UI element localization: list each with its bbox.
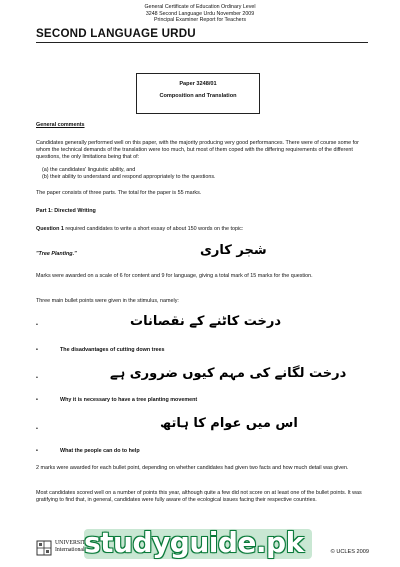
university-crest-icon [36,540,52,556]
part-1-heading: Part 1: Directed Writing [36,208,96,214]
question-1-line [36,226,366,233]
paper-name: Composition and Translation [159,93,237,99]
paper-number: Paper 3248/01 [179,81,217,87]
report-header [0,4,400,24]
paragraph-3: Marks were awarded on a scale of 6 for content and 9 for language, giving a total mark of 15 marks for the question. [36,273,313,279]
watermark-logo: studyguide.pk [84,526,304,559]
paper-box [136,73,260,114]
question-1-label: Question 1 [36,226,64,232]
bullet-3-english [36,448,390,455]
topic-urdu: شجر کاری [200,243,267,258]
bullet-2-english [36,397,390,404]
paragraph-1: Candidates generally performed well on this paper, with the majority producing very good performances. There were of course some for whom the technical demands of the translation were too much, but most of them coped with the differing requirements of the different questions, the only limitations being that of: [36,140,359,160]
bullet-3-urdu: اس میں عوام کا ہاتھ [160,416,298,431]
general-comments-heading: General comments [36,122,85,128]
paragraph-2: The paper consists of three parts. The total for the paper is 55 marks. [36,190,202,196]
page-title: SECOND LANGUAGE URDU [36,27,196,40]
title-rule [36,42,368,43]
topic-english: "Tree Planting." [36,251,77,257]
paragraph-4: Three main bullet points were given in the stimulus, namely: [36,298,179,304]
bullet-1-urdu: درخت کاٹنے کے نقصانات [130,314,282,329]
paragraph-6: Most candidates scored well on a number of points this year, although quite a few did not score on at least one of the bullet points. It was gratifying to find that, in general, candidates were fully aware of the ecological issues facing their respective countries. [36,490,362,503]
bullet-1-english [36,347,390,354]
question-1-text: required candidates to write a short essay of about 150 words on the topic: [63,226,244,232]
header-line-3: Principal Examiner Report for Teachers [153,17,247,24]
header-line-2: 3248 Second Language Urdu November 2009 [145,10,255,17]
bullet-3-mark: • [36,426,38,432]
bullet-2-en-text: Why it is necessary to have a tree planting movement [60,397,198,403]
university-line-2: International [55,547,85,553]
bullet-3-en-mark: • [36,448,38,454]
university-line-1: UNIVERSITY [55,540,90,546]
list-item-a: (a) the candidates' linguistic ability, and [42,167,136,173]
paragraph-5: 2 marks were awarded for each bullet point, depending on whether candidates had given two facts and how much detail was given. [36,465,349,471]
list-item-b: (b) their ability to understand and respond appropriately to the questions. [42,174,216,180]
bullet-1-en-text: The disadvantages of cutting down trees [60,347,165,353]
copyright: © UCLES 2009 [330,549,369,555]
header-line-1: General Certificate of Education Ordinary Level [144,4,256,10]
bullet-2-mark: • [36,375,38,381]
bullet-1-en-mark: • [36,347,38,353]
bullet-3-en-text: What the people can do to help [60,448,140,454]
bullet-1-mark: • [36,322,38,328]
bullet-2-en-mark: • [36,397,38,403]
bullet-2-urdu: درخت لگانے کی مہم کیوں ضروری ہے [110,366,347,381]
